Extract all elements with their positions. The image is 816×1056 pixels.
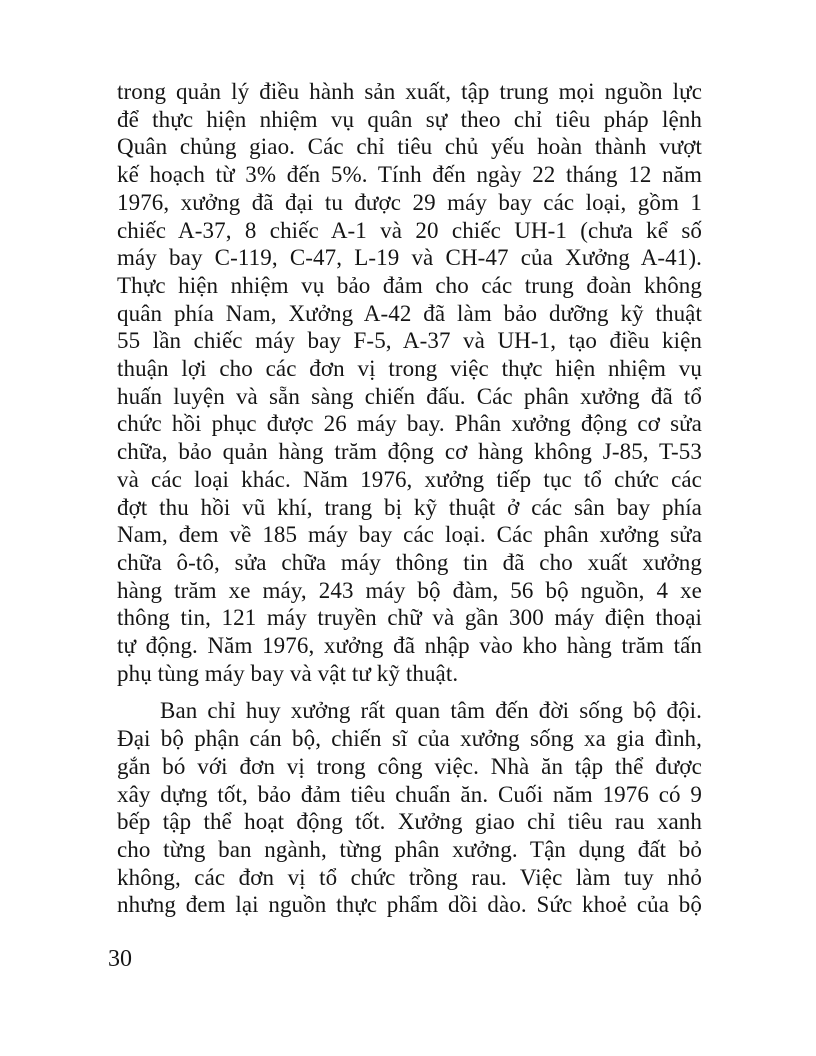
text-line: chữa, bảo quản hàng trăm động cơ hàng không J-85, T-53: [117, 439, 702, 465]
text-line: Thực hiện nhiệm vụ bảo đảm cho các trung đoàn không: [117, 272, 702, 298]
text-line: thuận lợi cho các đơn vị trong việc thực hiện nhiệm vụ: [117, 356, 702, 382]
text-line: cho từng ban ngành, từng phân xưởng. Tận dụng đất bỏ: [117, 836, 702, 862]
text-line: 55 lần chiếc máy bay F-5, A-37 và UH-1, tạo điều kiện: [117, 328, 702, 354]
text-line: không, các đơn vị tổ chức trồng rau. Việc làm tuy nhỏ: [117, 864, 702, 890]
text-line: xây dựng tốt, bảo đảm tiêu chuẩn ăn. Cuối năm 1976 có 9: [117, 781, 702, 807]
text-line: phụ tùng máy bay và vật tư kỹ thuật.: [117, 660, 459, 686]
text-line: kế hoạch từ 3% đến 5%. Tính đến ngày 22 tháng 12 năm: [117, 162, 702, 188]
text-line: gắn bó với đơn vị trong công việc. Nhà ăn tập thể được: [117, 753, 702, 779]
text-line: huấn luyện và sẵn sàng chiến đấu. Các phân xưởng đã tổ: [117, 383, 702, 409]
text-line: 1976, xưởng đã đại tu được 29 máy bay các loại, gồm 1: [117, 189, 702, 215]
text-line: Ban chỉ huy xưởng rất quan tâm đến đời sống bộ đội.: [160, 698, 702, 724]
text-line: quân phía Nam, Xưởng A-42 đã làm bảo dưỡng kỹ thuật: [117, 300, 702, 326]
text-line: và các loại khác. Năm 1976, xưởng tiếp tục tổ chức các: [117, 466, 702, 492]
text-line: trong quản lý điều hành sản xuất, tập trung mọi nguồn lực: [117, 79, 702, 104]
text-line: đợt thu hồi vũ khí, trang bị kỹ thuật ở các sân bay phía: [117, 494, 702, 520]
text-line: bếp tập thể hoạt động tốt. Xưởng giao chỉ tiêu rau xanh: [117, 809, 702, 835]
text-line: để thực hiện nhiệm vụ quân sự theo chỉ tiêu pháp lệnh: [117, 106, 702, 132]
text-line: Nam, đem về 185 máy bay các loại. Các phân xưởng sửa: [117, 522, 702, 548]
text-line: nhưng đem lại nguồn thực phẩm dồi dào. Sức khoẻ của bộ: [117, 892, 702, 918]
text-line: thông tin, 121 máy truyền chữ và gần 300 máy điện thoại: [117, 605, 702, 631]
page-number: 30: [108, 946, 132, 972]
text-line: tự động. Năm 1976, xưởng đã nhập vào kho hàng trăm tấn: [117, 633, 702, 659]
paragraph: [117, 78, 702, 687]
text-block: [117, 78, 702, 919]
text-line: chữa ô-tô, sửa chữa máy thông tin đã cho xuất xưởng: [117, 549, 702, 575]
text-line: chiếc A-37, 8 chiếc A-1 và 20 chiếc UH-1 (chưa kể số: [117, 217, 702, 243]
text-line: hàng trăm xe máy, 243 máy bộ đàm, 56 bộ nguồn, 4 xe: [117, 577, 702, 603]
text-line: chức hồi phục được 26 máy bay. Phân xưởng động cơ sửa: [117, 411, 702, 437]
paragraph: [117, 697, 702, 919]
text-line: Đại bộ phận cán bộ, chiến sĩ của xưởng sống xa gia đình,: [117, 726, 702, 752]
text-line: máy bay C-119, C-47, L-19 và CH-47 của Xưởng A-41).: [117, 245, 702, 271]
text-line: Quân chủng giao. Các chỉ tiêu chủ yếu hoàn thành vượt: [117, 134, 702, 160]
